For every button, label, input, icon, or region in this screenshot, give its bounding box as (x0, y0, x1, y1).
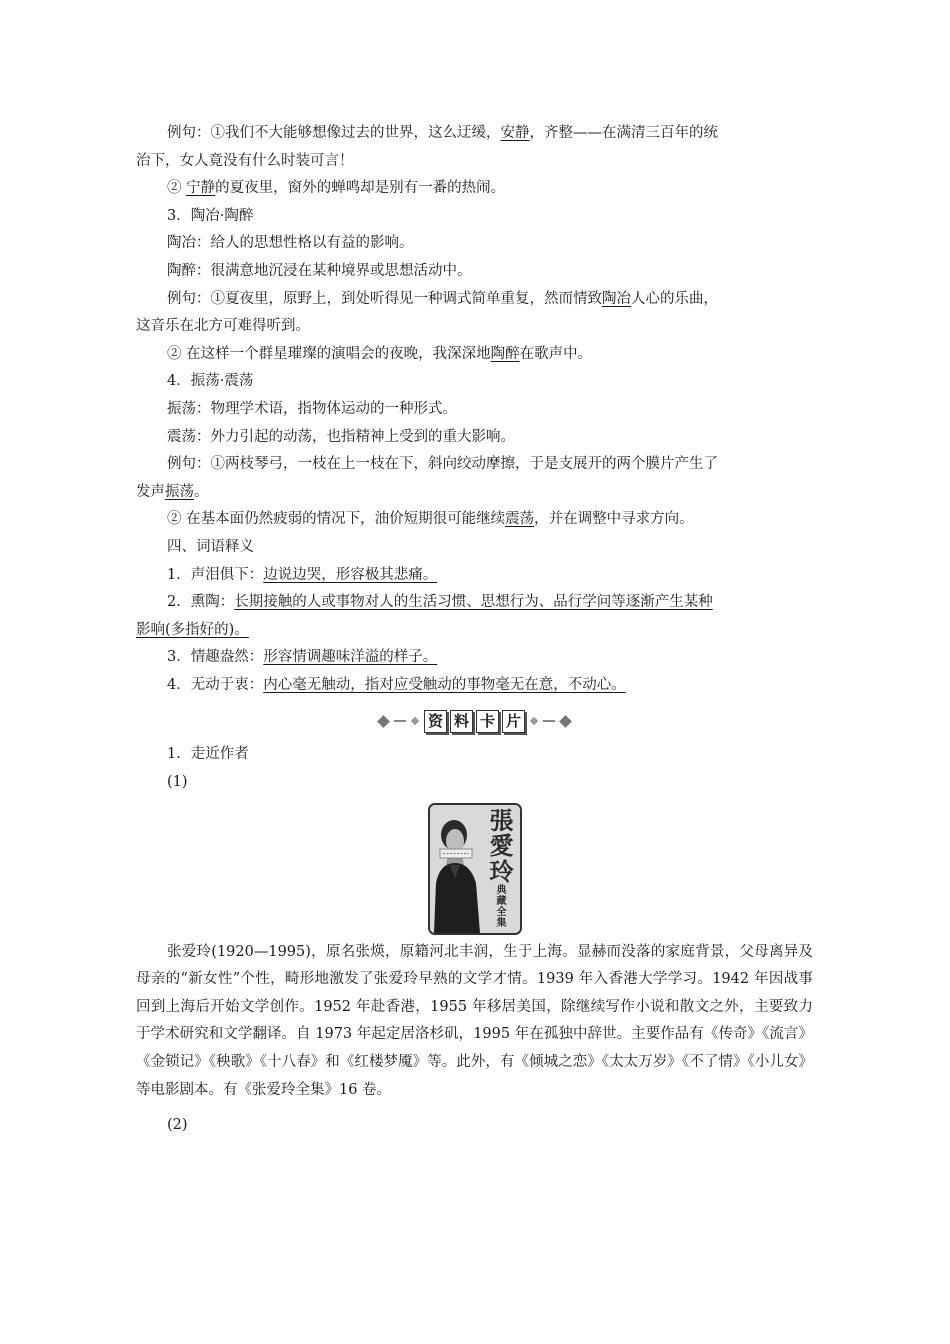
cover-subtitle-char: 全 (496, 906, 507, 918)
term-definition: 长期接触的人或事物对人的生活习惯、思想行为、品行学问等逐渐产生某种 (234, 594, 713, 611)
author-bio: 张爱玲(1920—1995)，原名张煐，原籍河北丰润，生于上海。显赫而没落的家庭背景，父母离异及母亲的“新女性”个性，畸形地激发了张爱玲早熟的文学才情。1939 年入香港大学学习。1942 年因战事回到上海后开始文学创作。1952 年赴香港，1955 年移居美国，除继续写作小说和散文之外，主要致力于学术研究和文学翻译。自 1973 年起定居洛杉矶，1995 年在孤独中辞世。主要作品有《传奇》《流言》《金锁记》《秧歌》《十八春》和《红楼梦魇》等。此外，有《倾城之恋》《太太万岁》《不了情》《小儿女》等电影剧本。有《张爱玲全集》16 卷。 (136, 943, 813, 1098)
text: 的夏夜里，窗外的蝉鸣却是别有一番的热闹。 (215, 180, 506, 197)
text: 在歌声中。 (519, 345, 593, 362)
banner-char: 料 (450, 710, 473, 733)
text: ② 在这样一个群星璀璨的演唱会的夜晚，我深深地 (167, 345, 491, 362)
text: 例句：①我们不大能够想像过去的世界，这么迂缓， (167, 125, 501, 141)
text: ② 在基本面仍然疲弱的情况下，油价短期很可能继续 (167, 511, 506, 528)
term-definition: 形容情调趣味洋溢的样子。 (263, 649, 438, 666)
cover-title-char: 張 (489, 805, 514, 835)
term-definition: 影响(多指好的)。 (136, 621, 249, 638)
sub-label: (1) (167, 774, 188, 791)
definition: 陶醉：很满意地沉浸在某种境界或思想活动中。 (167, 262, 472, 279)
glossary-item (136, 589, 813, 617)
text: 人心的乐曲， (631, 290, 718, 307)
text: 例句：①夏夜里，原野上，到处听得见一种调式简单重复，然而情致 (167, 290, 602, 307)
term: 1．声泪俱下： (167, 566, 264, 583)
subsection-heading: 1．走近作者 (167, 746, 249, 763)
banner-char: 卡 (476, 710, 499, 733)
underlined-word: 安静 (500, 125, 530, 141)
example-line-cont: 这音乐在北方可难得听到。 (136, 318, 310, 335)
definition: 陶冶：给人的思想性格以有益的影响。 (167, 235, 414, 252)
book-cover-figure (136, 803, 813, 935)
example-line (136, 341, 813, 369)
underlined-word: 陶醉 (490, 345, 520, 362)
example-line (136, 175, 813, 203)
sub-label: (2) (167, 1117, 188, 1134)
term-definition: 内心毫无触动，指对应受触动的事物毫无在意，不动心。 (263, 676, 626, 693)
banner-title (424, 710, 525, 733)
cover-subtitle-char: 藏 (496, 895, 507, 907)
example-line-cont (136, 148, 813, 176)
cover-title-char: 愛 (489, 830, 514, 860)
example-line (136, 286, 813, 314)
banner-char: 片 (502, 710, 525, 733)
definition: 振荡：物理学术语，指物体运动的一种形式。 (167, 400, 457, 417)
word-pair-heading: 4．振荡·震荡 (167, 373, 254, 390)
section-heading: 四、词语释义 (167, 538, 254, 555)
banner-char: 资 (424, 710, 447, 733)
cover-subtitle-char: 典 (496, 884, 507, 896)
text: ② (167, 180, 187, 197)
diamond-icon (530, 717, 538, 725)
glossary-item (136, 644, 813, 672)
example-line: 例句：①两枝琴弓，一枝在上一枝在下，斜向绞动摩擦，于是支展开的两个膜片产生了 (167, 456, 718, 473)
definition: 震荡：外力引起的动荡，也指精神上受到的重大影响。 (167, 428, 515, 445)
term: 2．熏陶： (167, 594, 235, 611)
divider (394, 720, 406, 722)
text: 发声 (136, 483, 165, 500)
diamond-icon (559, 715, 572, 728)
text: ，并在调整中寻求方向。 (534, 511, 694, 528)
example-line (136, 120, 813, 148)
glossary-item (136, 562, 813, 590)
underlined-word: 振荡 (165, 483, 194, 500)
info-card-banner (136, 703, 813, 739)
cover-subtitle-char: 集 (496, 917, 507, 929)
underlined-word: 震荡 (505, 511, 535, 528)
text: ，齐整——在满清三百年的统 (529, 125, 718, 141)
glossary-item (136, 672, 813, 700)
cover-title (489, 805, 514, 929)
underlined-word: 宁静 (186, 180, 216, 197)
diamond-icon (377, 715, 390, 728)
example-line-cont (136, 479, 813, 507)
divider (543, 720, 555, 722)
word-pair-heading: 3．陶冶·陶醉 (167, 207, 254, 224)
term: 4．无动于衷： (167, 676, 264, 693)
glossary-item-cont (136, 617, 813, 645)
text: 治下，女人竟没有什么时装可言！ (136, 152, 354, 169)
term: 3．情趣盎然： (167, 649, 264, 666)
text: 。 (194, 483, 209, 500)
example-line (136, 506, 813, 534)
diamond-icon (411, 717, 419, 725)
underlined-word: 陶冶 (602, 290, 631, 307)
term-definition: 边说边哭，形容极其悲痛。 (263, 566, 438, 583)
book-cover-image (428, 803, 522, 935)
cover-title-char: 玲 (489, 856, 514, 886)
document-page (136, 120, 813, 1140)
